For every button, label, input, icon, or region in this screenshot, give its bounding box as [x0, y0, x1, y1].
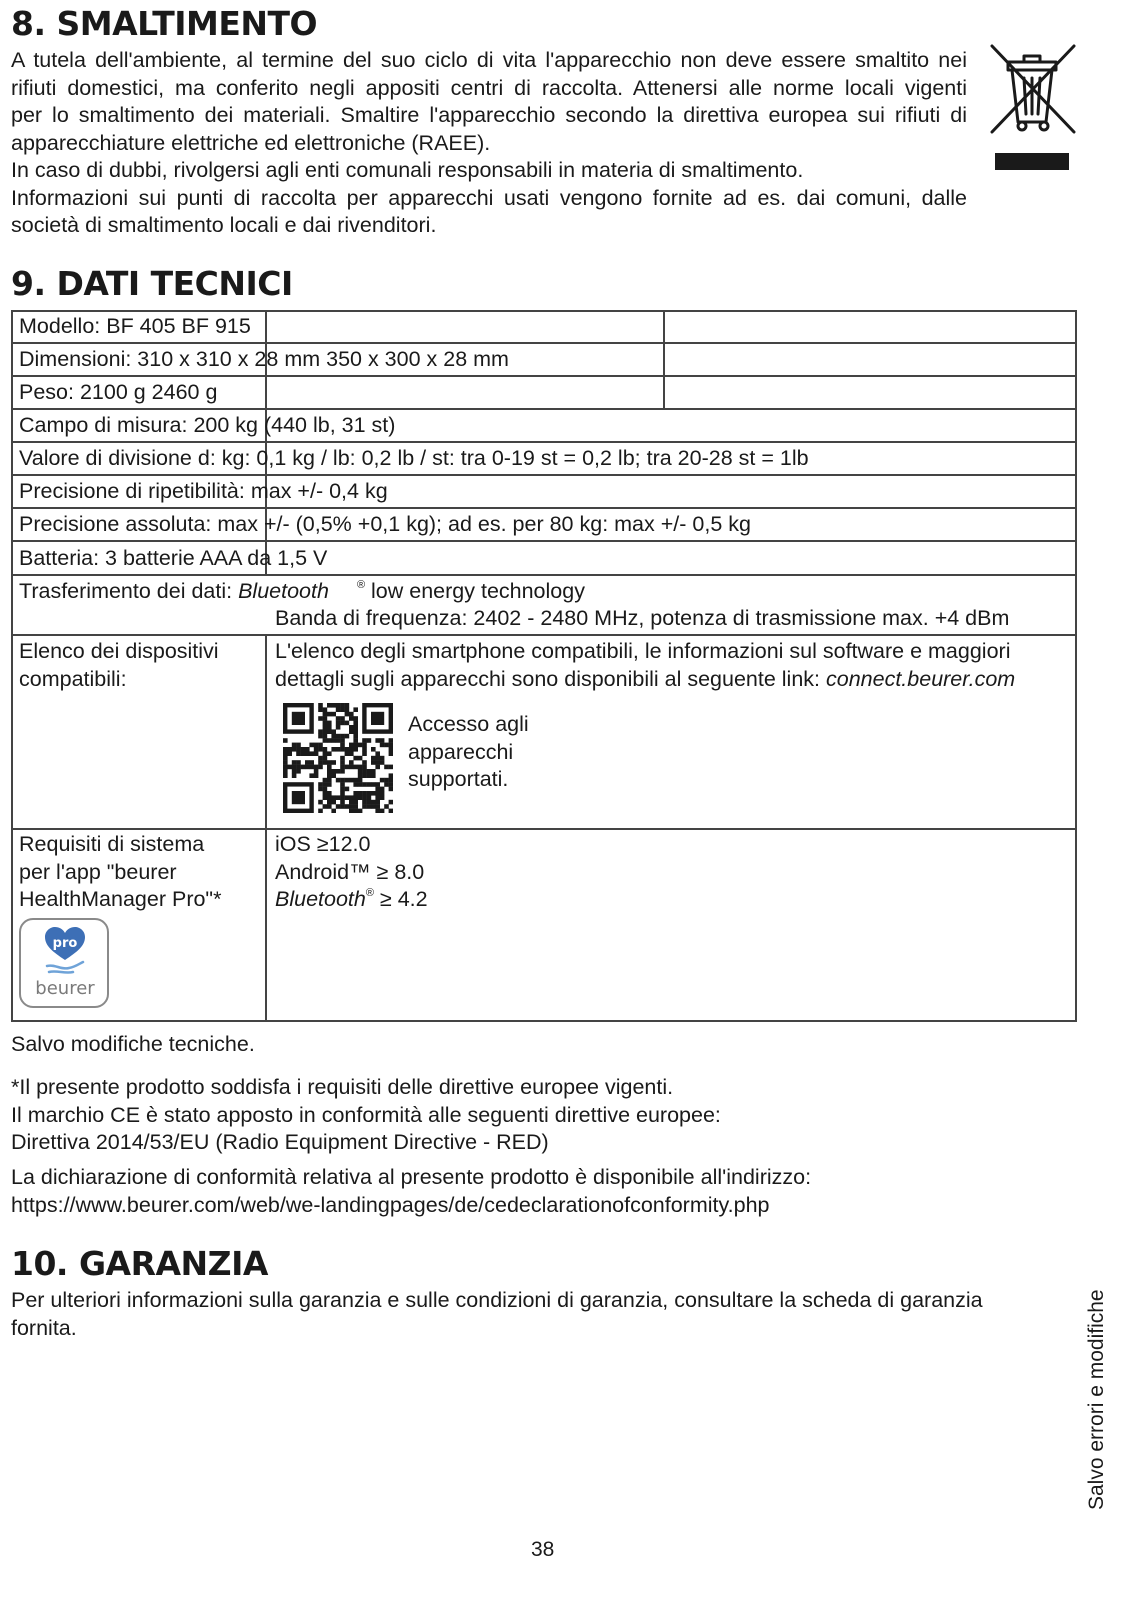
spec-elenco-label: Elenco dei dispositivi compatibili: — [19, 639, 219, 691]
section-8-body — [11, 47, 967, 240]
spec-row-modello: Modello: BF 405 BF 915 — [19, 314, 251, 338]
qr-caption: Accesso agli apparecchi supportati. — [408, 712, 529, 791]
spec-table — [11, 310, 1077, 1022]
section-10-body: Per ulteriori informazioni sulla garanzia e sulle condizioni di garanzia, consultare la scheda di garanzia fornita. — [11, 1288, 983, 1340]
compat-link[interactable]: connect.beurer.com — [826, 666, 1016, 691]
section-8-line: In caso di dubbi, rivolgersi agli enti comunali responsabili in materia di smaltimento. — [11, 158, 804, 182]
section-8-line: A tutela dell'ambiente, al termine del suo ciclo di vita l'apparecchio non deve essere smaltito nei — [11, 48, 967, 72]
spec-req-label: Requisiti di sistema per l'app "beurer HealthManager Pro"* — [19, 832, 222, 911]
section-8-line: rifiuti domestici, ma conferito negli appositi centri di raccolta. Attenersi alle norme locali vigenti — [11, 75, 967, 100]
app-brand-text: beurer — [35, 978, 95, 999]
spec-row-divisione: Valore di divisione d: kg: 0,1 kg / lb: 0,2 lb / st: tra 0-19 st = 0,2 lb; tra 20-28 st = 1lb — [19, 446, 809, 470]
conformity-notes: *Il presente prodotto soddisfa i requisiti delle direttive europee vigenti. Il marchio CE è stato apposto in conformità alle seguenti direttive europee: Direttiva 2014/53/EU (Radio Equipment Directive - RED) — [11, 1075, 721, 1154]
side-note: Salvo errori e modifiche — [1085, 1289, 1108, 1510]
spec-row-peso: Peso: 2100 g 2460 g — [19, 380, 218, 404]
spec-row-banda: Banda di frequenza: 2402 - 2480 MHz, potenza di trasmissione max. +4 dBm — [275, 606, 1010, 630]
spec-elenco-text: L'elenco degli smartphone compatibili, le informazioni sul software e maggiori dettagli sugli apparecchi sono disponibili al seguente link: connect.beurer.com — [275, 639, 1016, 691]
spec-row-trasferimento: Trasferimento dei dati: Bluetooth ® low energy technology — [19, 579, 585, 603]
qr-code-icon[interactable] — [283, 703, 393, 813]
section-8-line: società di smaltimento locali e dai rivenditori. — [11, 213, 437, 237]
section-8-line: Informazioni sui punti di raccolta per apparecchi usati vengono fornite ad es. dai comuni, dalle — [11, 185, 967, 210]
app-badge-text: pro — [52, 936, 78, 951]
technical-changes-note: Salvo modifiche tecniche. — [11, 1032, 255, 1056]
section-8-line: apparecchiature elettriche ed elettroniche (RAEE). — [11, 130, 491, 155]
section-9-heading: 9. DATI TECNICI — [11, 264, 293, 303]
section-8-heading: 8. SMALTIMENTO — [11, 4, 318, 43]
section-8-line: per lo smaltimento dei materiali. Smaltire l'apparecchio secondo la direttiva europea sui rifiuti di — [11, 103, 967, 127]
spec-row-batteria: Batteria: 3 batterie AAA da 1,5 V — [19, 546, 328, 570]
spec-row-assoluta: Precisione assoluta: max +/- (0,5% +0,1 kg); ad es. per 80 kg: max +/- 0,5 kg — [19, 512, 751, 536]
spec-row-campo: Campo di misura: 200 kg (440 lb, 31 st) — [19, 413, 396, 437]
page-number: 38 — [531, 1538, 555, 1561]
declaration-url[interactable]: https://www.beurer.com/web/we-landingpages/de/cedeclarationofconformity.php — [11, 1192, 770, 1217]
app-icon — [19, 918, 109, 1008]
heart-hand-icon — [43, 926, 87, 978]
section-10-heading: 10. GARANZIA — [11, 1244, 268, 1283]
spec-row-dimensioni: Dimensioni: 310 x 310 x 28 mm 350 x 300 x 28 mm — [19, 347, 509, 371]
spec-req-values: iOS ≥12.0 Android™ ≥ 8.0 Bluetooth® ≥ 4.2 — [275, 832, 428, 911]
weee-bin-icon — [986, 42, 1078, 174]
declaration-block: La dichiarazione di conformità relativa al presente prodotto è disponibile all'indirizzo: https://www.beurer.com/web/we-landingpages/de/cedeclarationofconformity.php — [11, 1164, 811, 1219]
spec-row-ripetibilita: Precisione di ripetibilità: max +/- 0,4 kg — [19, 479, 388, 503]
